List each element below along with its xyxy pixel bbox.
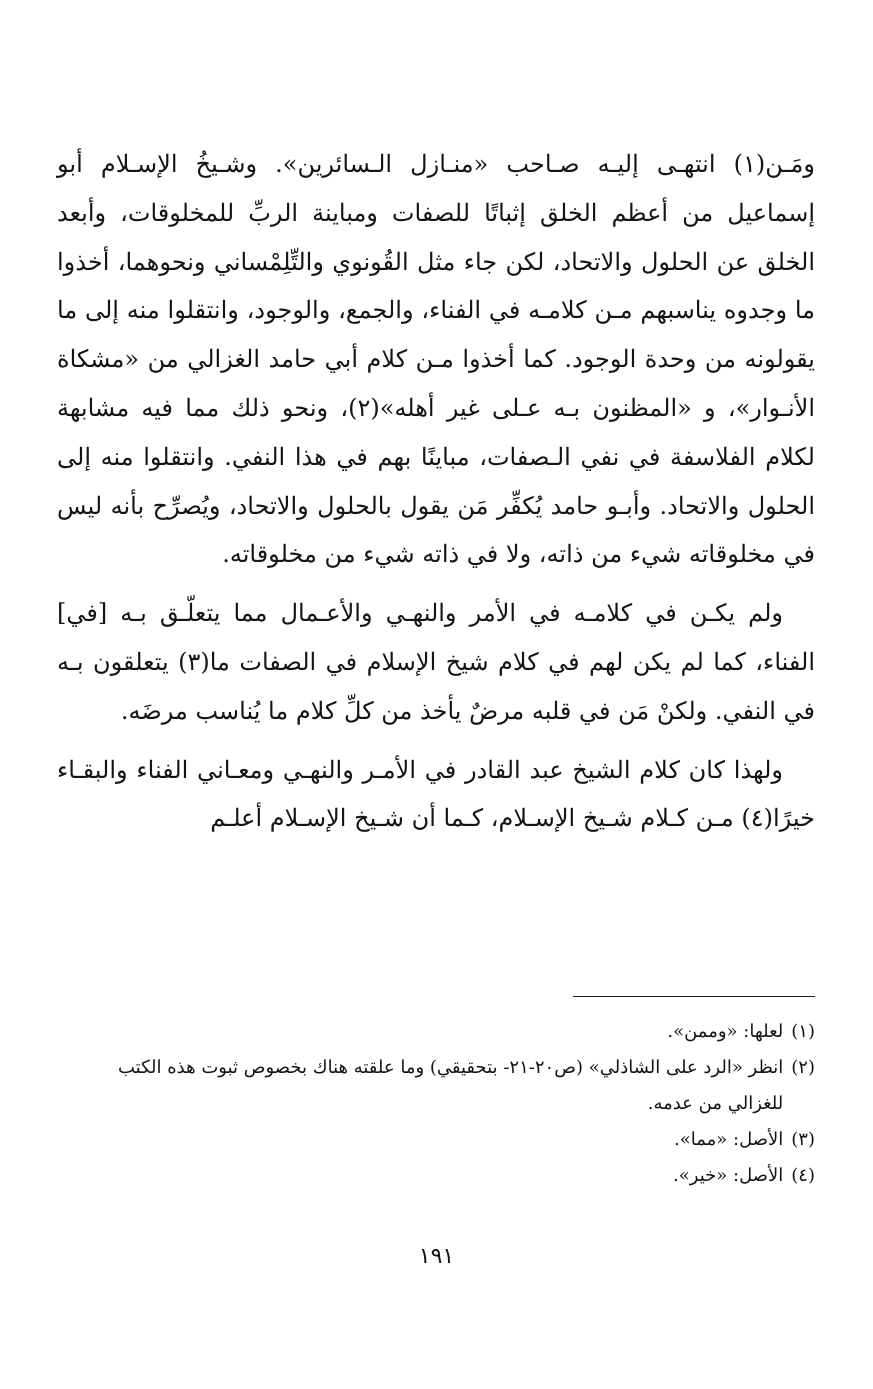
footnote-1 xyxy=(57,1014,815,1050)
paragraph-1: ومَـن(١) انتهـى إليـه صـاحب «منـازل الـسائرين». وشـيخُ الإسـلام أبو إسماعيل من أعظم الخلق إثباتًا للصفات ومباينة الربِّ للمخلوقات، وأبعد الخلق عن الحلول والاتحاد، لكن جاء مثل القُونوي والتِّلِمْساني ونحوهما، أخذوا ما وجدوه يناسبهم مـن كلامـه في الفناء، والجمع، والوجود، وانتقلوا منه إلى ما يقولونه من وحدة الوجود. كما أخذوا مـن كلام أبي حامد الغزالي من «مشكاة الأنـوار»، و «المظنون بـه عـلى غير أهله»(٢)، ونحو ذلك مما فيه مشابهة لكلام الفلاسفة في نفي الـصفات، مباينًا بهم في هذا النفي. وانتقلوا منه إلى الحلول والاتحاد. وأبـو حامد يُكفِّر مَن يقول بالحلول والاتحاد، ويُصرِّح بأنه ليس في مخلوقاته شيء من ذاته، ولا في ذاته شيء من مخلوقاته. xyxy=(57,150,816,569)
page-body xyxy=(57,140,815,853)
footnote-number: (٤) xyxy=(791,1165,815,1186)
footnote-text: لعلها: «وممن». xyxy=(667,1021,784,1042)
footnote-text: انظر «الرد على الشاذلي» (ص٢٠-٢١- بتحقيقي) وما علقته هناك بخصوص ثبوت هذه الكتب للغزالي من عدمه. xyxy=(117,1057,784,1114)
footnote-2 xyxy=(57,1050,815,1122)
footnote-divider xyxy=(573,996,815,997)
footnote-number: (١) xyxy=(791,1021,815,1042)
page-number: ١٩١ xyxy=(418,1244,455,1269)
footnote-number: (٣) xyxy=(791,1129,815,1150)
paragraph-2: ولم يكـن في كلامـه في الأمر والنهـي والأعـمال مما يتعلّـق بـه [في] الفناء، كما لم يكن لهم في كلام شيخ الإسلام في الصفات ما(٣) يتعلقون بـه في النفي. ولكنْ مَن في قلبه مرضٌ يأخذ من كلِّ كلام ما يُناسب مرضَه. xyxy=(57,599,816,725)
main-text xyxy=(57,140,815,843)
footnote-text: الأصل: «خير». xyxy=(673,1165,784,1186)
footnote-4 xyxy=(57,1158,815,1194)
footnote-text: الأصل: «مما». xyxy=(674,1129,784,1150)
footnotes xyxy=(57,1014,815,1194)
footnote-number: (٢) xyxy=(791,1057,815,1078)
paragraph-3: ولهذا كان كلام الشيخ عبد القادر في الأمـر والنهـي ومعـاني الفناء والبقـاء خيرًا(٤) مـن كـلام شـيخ الإسـلام، كـما أن شـيخ الإسـلام أعلـم xyxy=(57,755,815,833)
footnote-3 xyxy=(57,1122,815,1158)
